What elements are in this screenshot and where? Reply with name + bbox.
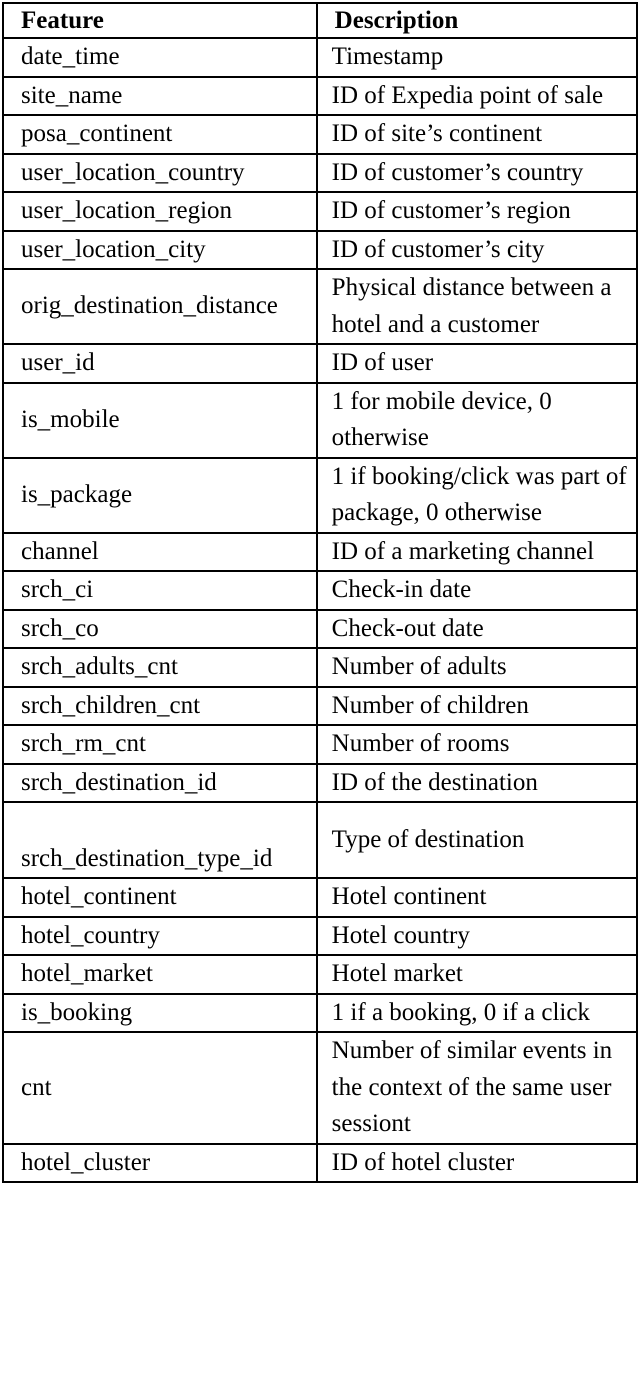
description-cell: Check-out date [317,610,637,649]
table-row [3,610,637,649]
feature-cell: user_location_city [3,231,317,270]
table-row [3,802,637,878]
feature-cell: hotel_cluster [3,1144,317,1183]
table-row [3,725,637,764]
feature-cell: site_name [3,77,317,116]
table-row [3,533,637,572]
feature-cell: user_id [3,344,317,383]
description-cell: ID of user [317,344,637,383]
feature-cell: srch_adults_cnt [3,648,317,687]
feature-cell: srch_ci [3,571,317,610]
feature-cell: srch_destination_id [3,764,317,803]
table-row [3,917,637,956]
description-cell: ID of hotel cluster [317,1144,637,1183]
table-row [3,344,637,383]
table-row [3,458,637,533]
description-cell: Number of children [317,687,637,726]
feature-cell: hotel_market [3,955,317,994]
feature-cell: hotel_continent [3,878,317,917]
header-description: Description [317,3,637,38]
description-cell: ID of the destination [317,764,637,803]
table-row [3,77,637,116]
description-cell: ID of customer’s region [317,192,637,231]
table-row [3,115,637,154]
description-cell: 1 if booking/click was part of package, 0 otherwise [317,458,637,533]
table-row [3,231,637,270]
header-row [3,3,637,38]
feature-cell: srch_destination_type_id [3,802,317,878]
description-cell: Number of similar events in the context of the same user sessiont [317,1032,637,1144]
table-row [3,878,637,917]
feature-cell: cnt [3,1032,317,1144]
table-row [3,154,637,193]
feature-cell: date_time [3,38,317,77]
table-body [3,38,637,1182]
table-header [3,3,637,38]
table-row [3,571,637,610]
table-row [3,383,637,458]
description-cell: 1 if a booking, 0 if a click [317,994,637,1033]
feature-cell: is_package [3,458,317,533]
description-cell: ID of customer’s city [317,231,637,270]
feature-cell: orig_destination_distance [3,269,317,344]
description-cell: ID of site’s continent [317,115,637,154]
feature-cell: hotel_country [3,917,317,956]
feature-cell: is_booking [3,994,317,1033]
table-row [3,1032,637,1144]
table-row [3,38,637,77]
table-row [3,764,637,803]
description-cell: Number of rooms [317,725,637,764]
feature-cell: srch_rm_cnt [3,725,317,764]
table-row [3,955,637,994]
table-row [3,269,637,344]
description-cell: ID of Expedia point of sale [317,77,637,116]
feature-cell: is_mobile [3,383,317,458]
feature-cell: srch_children_cnt [3,687,317,726]
feature-cell: posa_continent [3,115,317,154]
feature-cell: srch_co [3,610,317,649]
description-cell: ID of customer’s country [317,154,637,193]
table-row [3,687,637,726]
description-cell: Timestamp [317,38,637,77]
description-cell: Type of destination [317,802,637,878]
description-cell: Number of adults [317,648,637,687]
description-cell: ID of a marketing channel [317,533,637,572]
table-row [3,994,637,1033]
feature-cell: channel [3,533,317,572]
description-cell: Hotel continent [317,878,637,917]
table-row [3,1144,637,1183]
feature-table [2,2,638,1183]
description-cell: Hotel market [317,955,637,994]
feature-cell: user_location_country [3,154,317,193]
table-row [3,648,637,687]
description-cell: 1 for mobile device, 0 otherwise [317,383,637,458]
feature-cell: user_location_region [3,192,317,231]
description-cell: Hotel country [317,917,637,956]
description-cell: Check-in date [317,571,637,610]
description-cell: Physical distance between a hotel and a customer [317,269,637,344]
header-feature: Feature [3,3,317,38]
table-row [3,192,637,231]
